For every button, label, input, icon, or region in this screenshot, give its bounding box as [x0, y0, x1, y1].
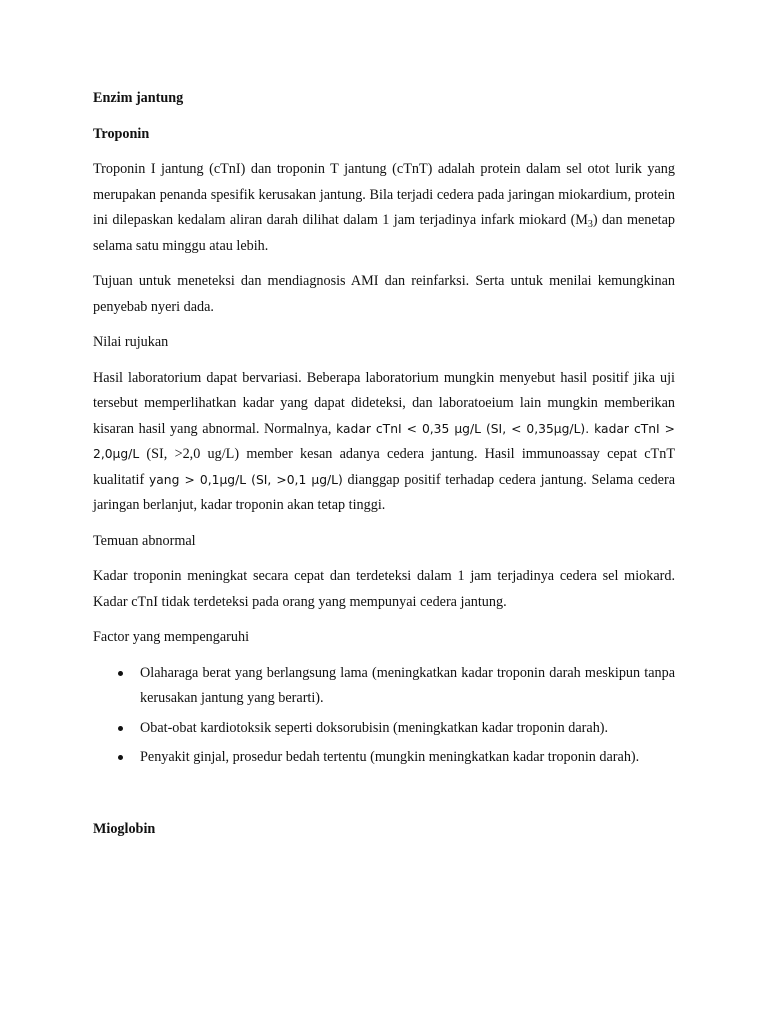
troponin-paragraph-end: ) dan menetap selama satu minggu atau lebih. [93, 212, 676, 254]
factor-label: Factor yang mempengaruhi [93, 629, 250, 645]
list-item [93, 745, 675, 771]
tujuan-paragraph: Tujuan untuk meneteksi dan mendiagnosis AMI dan reinfarksi. Serta untuk menilai kemungkinan penyebab nyeri dada. [93, 273, 675, 315]
bullet-icon [118, 726, 123, 731]
troponin-paragraph-text: Troponin I jantung (cTnI) dan troponin T jantung (cTnT) adalah protein dalam sel otot lurik yang merupakan penanda spesifik kerusakan jantung. Bila terjadi cedera pada jaringan miokardium, protein ini dilepaskan kedalam aliran darah dilihat dalam 1 jam terjadinya infark miokard (M [93, 161, 675, 228]
list-item-text: Obat-obat kardiotoksik seperti doksorubisin (meningkatkan kadar troponin darah). [140, 719, 609, 736]
section-title-troponin: Troponin [93, 125, 150, 142]
hasil-text-b: kadar cTnI < 0,35 µg/L (SI, < 0,35µg/L). kadar cTnI > 2,0µg/L [93, 421, 675, 461]
hasil-text-c: (SI, >2,0 ug/L) member kesan adanya cedera jantung. Hasil immunoassay cepat cTnT kualitatif [93, 446, 675, 488]
hasil-text-a: Hasil laboratorium dapat bervariasi. Beberapa laboratorium mungkin menyebut hasil positif jika uji tersebut memperlihatkan kadar yang dapat dideteksi, dan laboratoeium lain mungkin memberikan kisaran hasil yang abnormal. Normalnya, [93, 369, 675, 437]
subscript: 3 [587, 219, 593, 230]
factor-list [93, 661, 675, 771]
list-item [93, 661, 675, 712]
list-item [93, 716, 675, 742]
list-item-text: Olaharaga berat yang berlangsung lama (meningkatkan kadar troponin darah meskipun tanpa kerusakan jantung yang berarti). [140, 664, 675, 706]
troponin-paragraph [93, 157, 675, 259]
hasil-text-d: yang > 0,1µg/L (SI, >0,1 µg/L) [148, 472, 343, 487]
hasil-paragraph [93, 366, 675, 519]
nilai-rujukan-label: Nilai rujukan [93, 334, 169, 350]
temuan-label: Temuan abnormal [93, 532, 196, 549]
hasil-text-e: dianggap positif terhadap cedera jantung. Selama cedera jaringan berlanjut, kadar troponin akan tetap tinggi. [93, 471, 675, 513]
page-heading: Enzim jantung [93, 90, 184, 106]
list-item-text: Penyakit ginjal, prosedur bedah tertentu (mungkin meningkatkan kadar troponin darah). [140, 749, 640, 765]
bullet-icon [118, 755, 123, 760]
bullet-icon [118, 671, 123, 676]
temuan-paragraph: Kadar troponin meningkat secara cepat dan terdeteksi dalam 1 jam terjadinya cedera sel miokard. Kadar cTnI tidak terdeteksi pada orang yang mempunyai cedera jantung. [93, 568, 675, 610]
document-body [93, 86, 675, 842]
section-title-mioglobin: Mioglobin [93, 820, 156, 837]
